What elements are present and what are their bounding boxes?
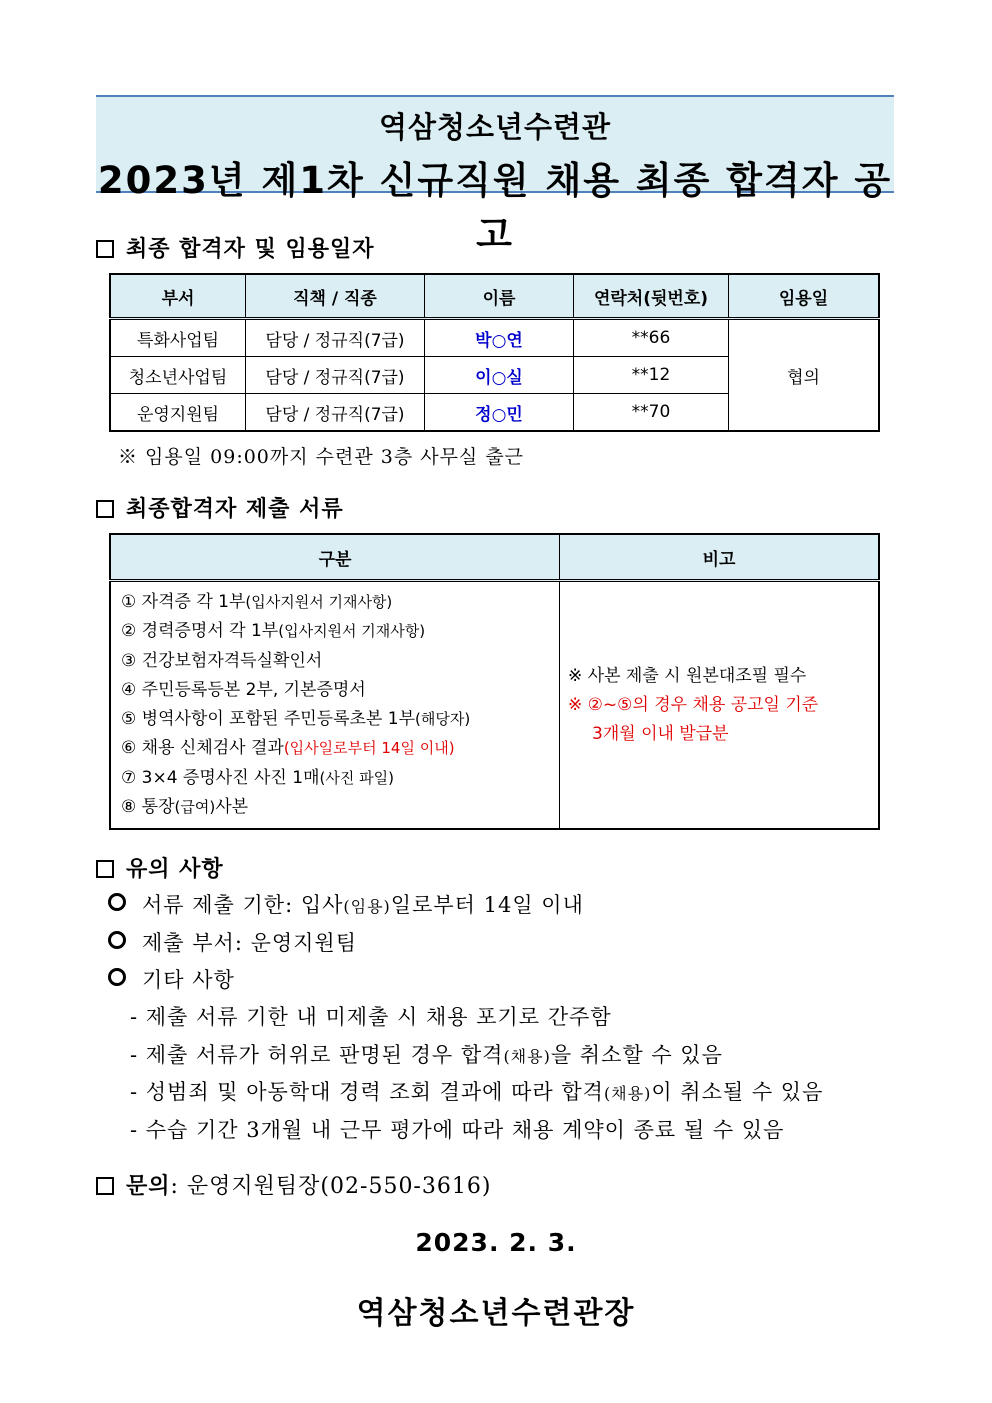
list-item: - 성범죄 및 아동학대 경력 조회 결과에 따라 합격(채용)이 취소될 수 있음: [130, 1080, 824, 1104]
org-title: 역삼청소년수련관: [378, 110, 612, 144]
table-header-row: [110, 274, 879, 319]
circle-bullet-icon: [108, 931, 126, 949]
remark-issue-period: 3개월 이내 발급분: [592, 723, 729, 744]
inquiry-label: 문의: [126, 1173, 171, 1199]
list-item: 제출 부서: 운영지원팀: [108, 927, 357, 957]
list-item: ⑤ 병역사항이 포함된 주민등록초본 1부(해당자): [121, 709, 471, 730]
circle-bullet-icon: [108, 893, 126, 911]
cell-name: 정○민: [425, 394, 574, 432]
header-contact: 연락처(뒷번호): [574, 274, 729, 319]
notice-date: 2023. 2. 3.: [415, 1228, 577, 1257]
list-item: 서류 제출 기한: 입사(임용)일로부터 14일 이내: [108, 889, 584, 919]
header-dept: 부서: [110, 274, 246, 319]
cell-position: 담당 / 정규직(7급): [246, 319, 425, 357]
table-header-row: [110, 534, 879, 581]
section-heading-documents: 최종합격자 제출 서류: [96, 492, 344, 523]
cell-name: 박○연: [425, 319, 574, 357]
list-item: ④ 주민등록등본 2부, 기본증명서: [121, 679, 366, 700]
table-row: [110, 581, 879, 830]
list-item: ① 자격증 각 1부(입사지원서 기재사항): [121, 592, 393, 612]
cell-dept: 운영지원팀: [110, 394, 246, 432]
list-item: ⑧ 통장(급여)사본: [121, 797, 249, 818]
table-row: [110, 319, 879, 357]
list-item: ③ 건강보험자격득실확인서: [121, 650, 323, 671]
checkbox-square-icon: [96, 860, 114, 878]
signature: 역삼청소년수련관장: [356, 1296, 636, 1331]
checkbox-square-icon: [96, 500, 114, 518]
cell-dept: 특화사업팀: [110, 319, 246, 357]
list-item: ② 경력증명서 각 1부(입사지원서 기재사항): [121, 621, 426, 642]
header-category: 구분: [110, 534, 560, 581]
cell-dept: 청소년사업팀: [110, 357, 246, 394]
header-name: 이름: [425, 274, 574, 319]
cell-position: 담당 / 정규직(7급): [246, 394, 425, 432]
page-title: 2023년 제1차 신규직원 채용 최종 합격자 공고: [97, 159, 893, 256]
checkbox-square-icon: [96, 240, 114, 258]
remark-original-copy: ※ 사본 제출 시 원본대조필 필수: [568, 665, 807, 686]
cell-contact: **70: [574, 394, 729, 432]
cell-start-date: 협의: [729, 319, 880, 432]
list-item: 기타 사항: [108, 964, 235, 994]
list-item: ⑥ 채용 신체검사 결과(입사일로부터 14일 이내): [121, 738, 455, 759]
section-heading-final-candidates: 최종 합격자 및 임용일자: [96, 232, 375, 263]
final-candidates-table: [109, 273, 880, 432]
cell-position: 담당 / 정규직(7급): [246, 357, 425, 394]
document-list-cell: [110, 581, 560, 830]
cell-contact: **12: [574, 357, 729, 394]
list-item: - 수습 기간 3개월 내 근무 평가에 따라 채용 계약이 종료 될 수 있음: [130, 1118, 785, 1142]
circle-bullet-icon: [108, 968, 126, 986]
list-item: - 제출 서류가 허위로 판명된 경우 합격(채용)을 취소할 수 있음: [130, 1043, 723, 1067]
inquiry-line: [96, 1169, 491, 1200]
remark-issue-date: ※ ②~⑤의 경우 채용 공고일 기준: [568, 694, 819, 715]
header-position: 직책 / 직종: [246, 274, 425, 319]
checkbox-square-icon: [96, 1177, 114, 1195]
section-heading-notes: 유의 사항: [96, 852, 224, 883]
inquiry-value: : 운영지원팀장(02-550-3616): [170, 1174, 492, 1199]
remarks-cell: [560, 581, 880, 830]
header-start-date: 임용일: [729, 274, 880, 319]
start-date-note: ※ 임용일 09:00까지 수련관 3층 사무실 출근: [118, 446, 525, 468]
list-item: - 제출 서류 기한 내 미제출 시 채용 포기로 간주함: [130, 1005, 612, 1029]
header-remarks: 비고: [560, 534, 880, 581]
cell-contact: **66: [574, 319, 729, 357]
list-item: ⑦ 3×4 증명사진 사진 1매(사진 파일): [121, 767, 394, 788]
documents-table: [109, 533, 880, 830]
cell-name: 이○실: [425, 357, 574, 394]
